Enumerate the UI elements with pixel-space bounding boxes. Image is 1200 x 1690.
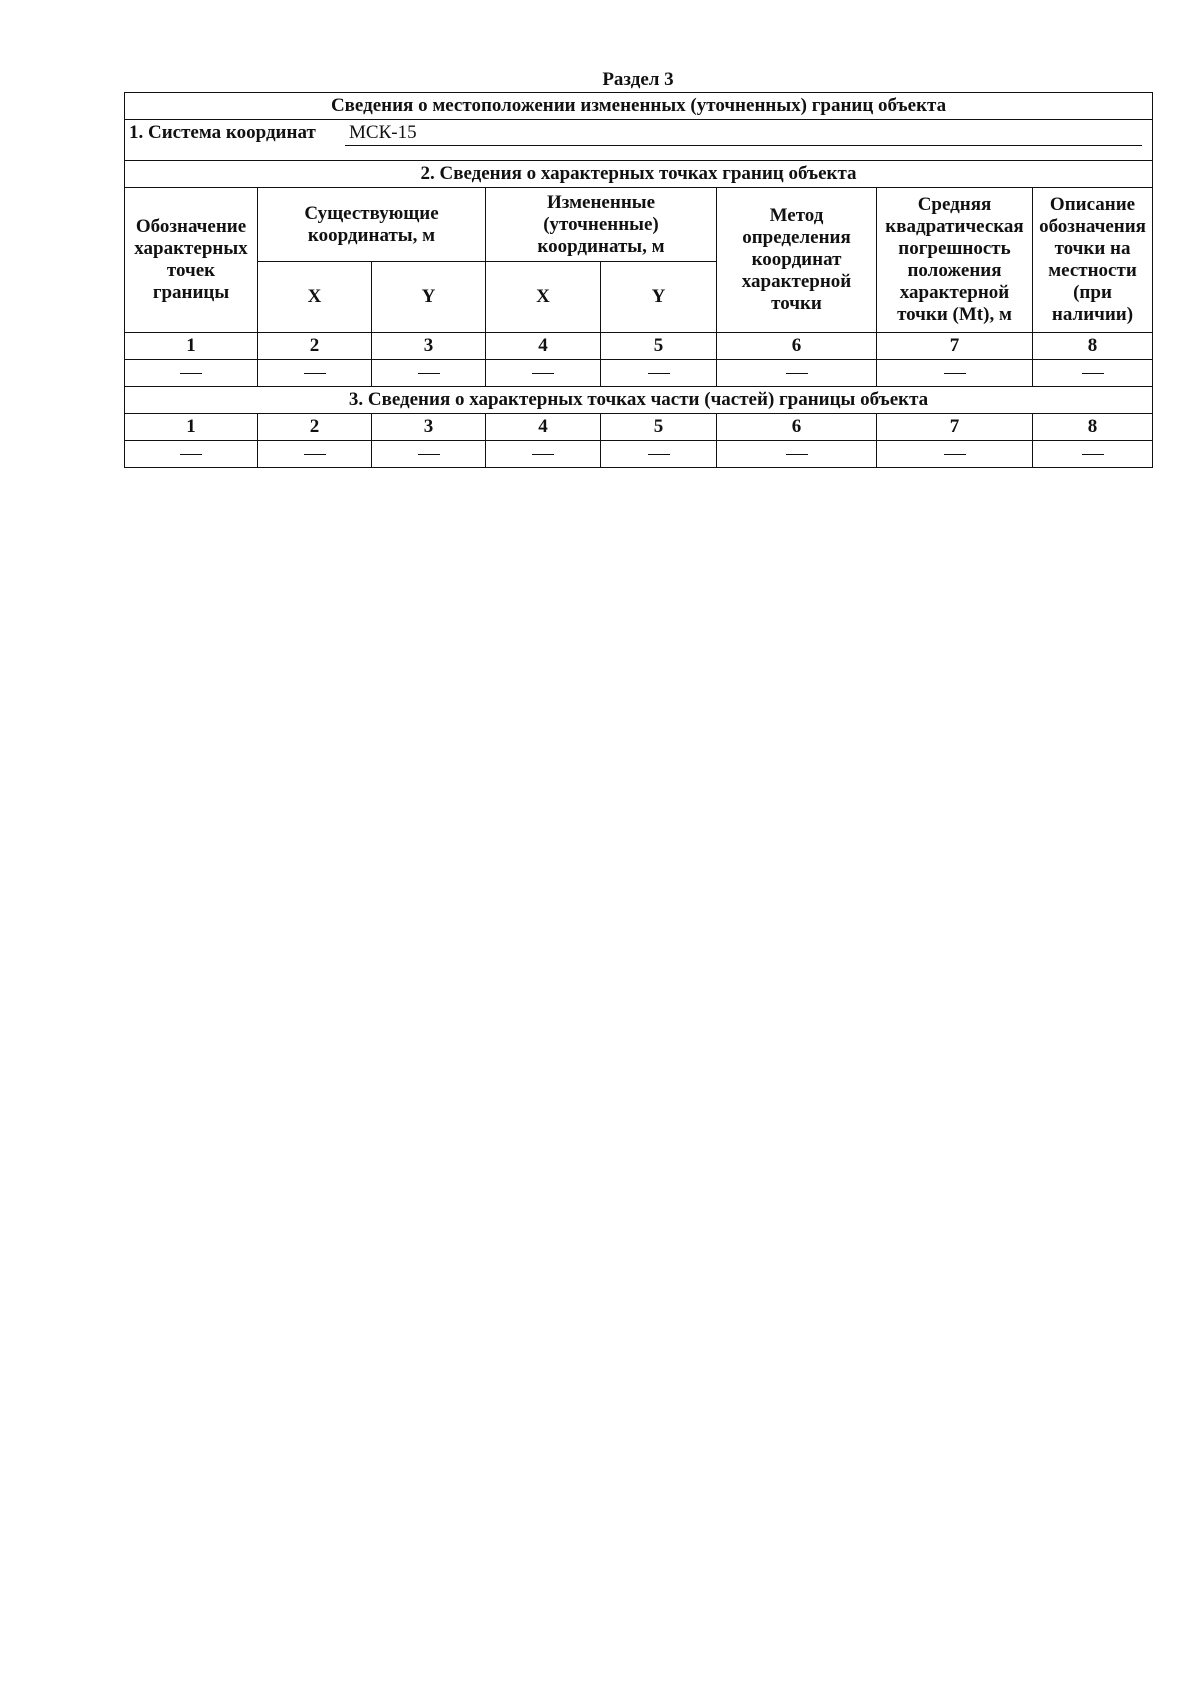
- empty-cell: [125, 441, 258, 468]
- coord-system-underline: [345, 145, 1142, 146]
- col-number: 7: [877, 414, 1033, 441]
- part2-number-row: [125, 333, 1153, 360]
- empty-cell: [372, 441, 486, 468]
- dash-mark: [1082, 454, 1104, 455]
- empty-cell: [877, 441, 1033, 468]
- empty-cell: [1033, 360, 1153, 387]
- dash-mark: [304, 373, 326, 374]
- empty-cell: [258, 360, 372, 387]
- header-changed-x: X: [486, 262, 601, 333]
- dash-mark: [786, 454, 808, 455]
- header-changed-coords: Измененные (уточненные) координаты, м: [486, 188, 717, 262]
- header-existing-y: Y: [372, 262, 486, 333]
- dash-mark: [180, 373, 202, 374]
- empty-cell: [486, 360, 601, 387]
- dash-mark: [648, 373, 670, 374]
- col-number: 2: [258, 333, 372, 360]
- col-number: 6: [717, 414, 877, 441]
- empty-cell: [877, 360, 1033, 387]
- col-number: 2: [258, 414, 372, 441]
- empty-cell: [717, 441, 877, 468]
- col-number: 1: [125, 333, 258, 360]
- col-number: 5: [601, 414, 717, 441]
- empty-cell: [486, 441, 601, 468]
- dash-mark: [944, 373, 966, 374]
- col-number: 1: [125, 414, 258, 441]
- dash-mark: [304, 454, 326, 455]
- coord-system-label: 1. Система координат: [129, 122, 316, 143]
- col-number: 6: [717, 333, 877, 360]
- col-number: 7: [877, 333, 1033, 360]
- document-page: [124, 68, 1152, 468]
- col-number: 5: [601, 333, 717, 360]
- header-existing-x: X: [258, 262, 372, 333]
- col-number: 8: [1033, 333, 1153, 360]
- header-description: Описание обозначения точки на местности (при наличии): [1033, 188, 1153, 333]
- empty-cell: [258, 441, 372, 468]
- empty-cell: [372, 360, 486, 387]
- dash-mark: [944, 454, 966, 455]
- header-mean-error: Средняя квадратическая погрешность положения характерной точки (Mt), м: [877, 188, 1033, 333]
- boundary-table: [124, 92, 1153, 468]
- empty-cell: [125, 360, 258, 387]
- empty-cell: [601, 441, 717, 468]
- empty-cell: [1033, 441, 1153, 468]
- dash-mark: [418, 454, 440, 455]
- dash-mark: [532, 454, 554, 455]
- table-title: Сведения о местоположении измененных (уточненных) границ объекта: [125, 93, 1153, 120]
- col-number: 8: [1033, 414, 1153, 441]
- header-method: Метод определения координат характерной точки: [717, 188, 877, 333]
- dash-mark: [532, 373, 554, 374]
- empty-cell: [717, 360, 877, 387]
- part2-title: 2. Сведения о характерных точках границ объекта: [125, 161, 1153, 188]
- col-number: 4: [486, 414, 601, 441]
- dash-mark: [786, 373, 808, 374]
- section-label: Раздел 3: [602, 69, 674, 90]
- part3-empty-row: [125, 441, 1153, 468]
- part3-title: 3. Сведения о характерных точках части (частей) границы объекта: [125, 387, 1153, 414]
- empty-cell: [601, 360, 717, 387]
- col-number: 3: [372, 414, 486, 441]
- dash-mark: [180, 454, 202, 455]
- col-number: 3: [372, 333, 486, 360]
- dash-mark: [418, 373, 440, 374]
- coord-system-row: [125, 120, 1153, 161]
- col-number: 4: [486, 333, 601, 360]
- part2-empty-row: [125, 360, 1153, 387]
- coord-system-value: МСК-15: [349, 122, 417, 143]
- dash-mark: [648, 454, 670, 455]
- dash-mark: [1082, 373, 1104, 374]
- header-changed-y: Y: [601, 262, 717, 333]
- part3-number-row: [125, 414, 1153, 441]
- header-existing-coords: Существующие координаты, м: [258, 188, 486, 262]
- header-point-designation: Обозначение характерных точек границы: [125, 188, 258, 333]
